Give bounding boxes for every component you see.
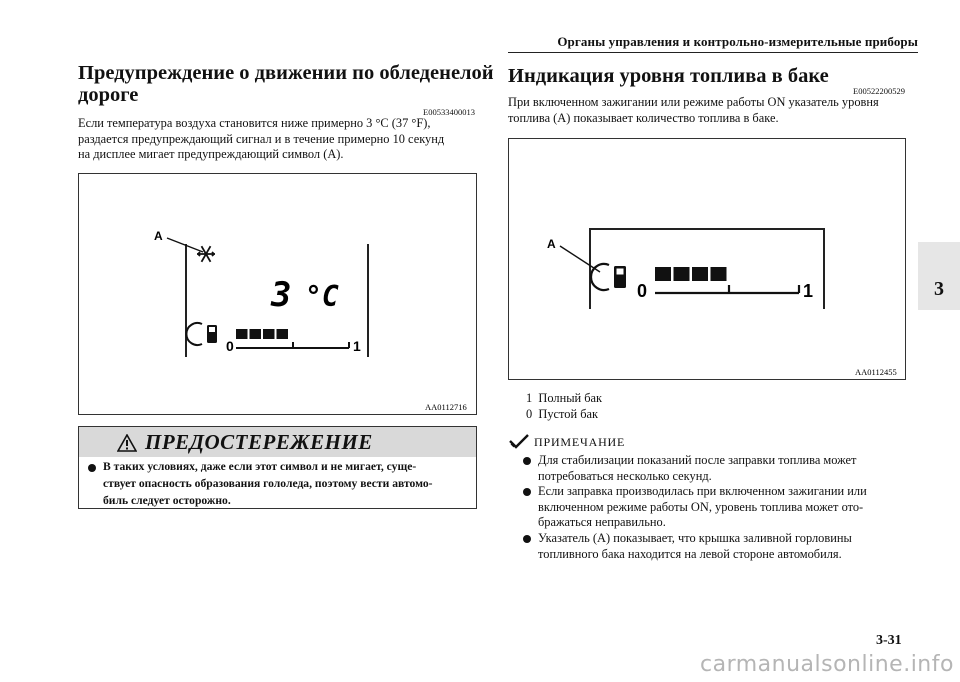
note-line: топливного бака находится на левой стороне автомобиля.	[538, 546, 842, 561]
note-line: потребоваться несколько секунд.	[538, 468, 712, 483]
note-line: включенном режиме работы ON, уровень топлива может ото-	[538, 499, 864, 514]
note-line: Для стабилизации показаний после заправки топлива может	[538, 453, 857, 467]
legend-text: Пустой бак	[538, 407, 599, 421]
fuel-pump-icon	[591, 264, 626, 290]
ice-warning-illustration	[79, 174, 476, 414]
caution-line: В таких условиях, даже если этот символ и не мигает, суще-	[103, 460, 417, 473]
left-para-line: на дисплее мигает предупреждающий символ (A).	[78, 147, 344, 162]
fuel-gauge-illustration	[509, 139, 905, 379]
left-paragraph	[78, 116, 478, 163]
temperature-unit: °C	[305, 280, 339, 313]
right-section-code: E00522200529	[853, 86, 905, 96]
chapter-tab-number: 3	[934, 278, 944, 300]
fuel-level-blocks	[655, 267, 727, 281]
callout-label-a: A	[154, 229, 163, 243]
note-item	[520, 531, 910, 562]
fuel-level-block	[263, 329, 275, 339]
scale-label-full: 1	[803, 281, 814, 301]
snowflake-icon	[197, 246, 215, 262]
left-heading-line-1: Предупреждение о движении по обледенелой	[78, 62, 494, 84]
legend-item	[526, 391, 602, 407]
fuel-level-block	[674, 267, 690, 281]
note-list	[520, 453, 910, 562]
left-heading-line-2: дороге	[78, 84, 139, 106]
note-line: Если заправка производилась при включенном зажигании или	[538, 484, 867, 499]
right-para-line: При включенном зажигании или режиме работы ON указатель уровня	[508, 95, 879, 109]
warning-triangle-icon	[117, 434, 137, 452]
legend-text: Полный бак	[538, 391, 603, 405]
page-number: 3-31	[876, 633, 902, 648]
figure-code: AA0112716	[425, 402, 467, 412]
note-line: бражаться неправильно.	[538, 515, 666, 530]
header-divider	[508, 52, 918, 53]
caution-text	[103, 458, 473, 509]
callout-label-a: A	[547, 237, 556, 251]
left-para-line: раздается предупреждающий сигнал и в течение примерно 10 секунд	[78, 131, 445, 146]
note-item	[520, 453, 910, 484]
figure-code: AA0112455	[855, 367, 897, 377]
right-heading: Индикация уровня топлива в баке	[508, 65, 829, 87]
note-bullet	[523, 535, 531, 543]
fuel-scale-line	[655, 285, 799, 293]
scale-label-empty: 0	[226, 338, 234, 354]
fuel-level-blocks	[236, 329, 288, 339]
scale-label-full: 1	[353, 338, 361, 354]
legend-number: 1	[526, 391, 533, 405]
page-header-title: Органы управления и контрольно-измерительные приборы	[557, 34, 918, 49]
fuel-level-block	[655, 267, 671, 281]
caution-box	[78, 426, 477, 509]
fuel-level-block	[250, 329, 262, 339]
note-item	[520, 484, 910, 531]
left-section-code: E00533400013	[423, 107, 475, 117]
note-title: ПРИМЕЧАНИЕ	[534, 435, 626, 449]
right-para-line: топлива (A) показывает количество топлива в баке.	[508, 110, 779, 125]
left-para-line: Если температура воздуха становится ниже примерно 3 °C (37 °F),	[78, 116, 431, 130]
temperature-digit: 3	[271, 275, 292, 315]
note-line: Указатель (A) показывает, что крышка заливной горловины	[538, 530, 852, 545]
ice-warning-figure	[78, 173, 477, 415]
fuel-level-block	[277, 329, 289, 339]
fuel-scale-line	[236, 342, 349, 348]
fuel-pump-icon	[186, 323, 217, 345]
watermark-link[interactable]: carmanualsonline.info	[700, 652, 954, 677]
caution-bullet	[88, 464, 96, 472]
caution-line: биль следует осторожно.	[103, 494, 231, 507]
note-pencil-icon	[508, 433, 530, 449]
caution-line: ствует опасность образования гололеда, поэтому вести автомо-	[103, 477, 433, 490]
note-bullet	[523, 457, 531, 465]
scale-label-empty: 0	[637, 281, 648, 301]
note-bullet	[523, 488, 531, 496]
fuel-level-block	[236, 329, 248, 339]
fuel-gauge-figure	[508, 138, 906, 380]
fuel-level-block	[692, 267, 708, 281]
right-paragraph	[508, 95, 908, 126]
legend-item	[526, 407, 598, 423]
legend-number: 0	[526, 407, 533, 421]
caution-title: ПРЕДОСТЕРЕЖЕНИЕ	[145, 430, 373, 454]
fuel-level-block	[711, 267, 727, 281]
